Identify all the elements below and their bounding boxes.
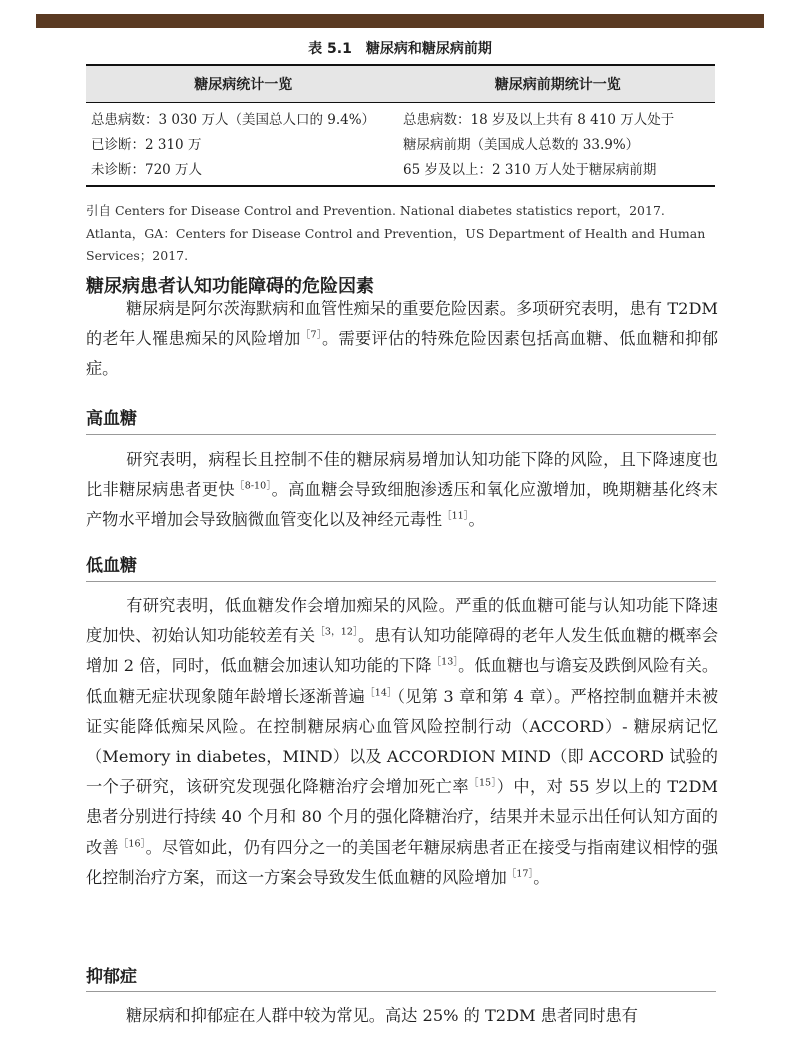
hyperglycemia-heading: 高血糖 [86,409,137,429]
table-line: 65 岁及以上：2 310 万人处于糖尿病前期 [403,162,657,178]
table-header-cell: 糖尿病统计一览 [194,77,293,93]
table-line: 已诊断：2 310 万 [91,137,202,153]
depression-heading: 抑郁症 [86,967,137,987]
hyperglycemia-paragraph: 研究表明，病程长且控制不佳的糖尿病易增加认知功能下降的风险，且下降速度也比非糖尿病患者更快$^{[8-10]}$。高血糖会导致细胞渗透压和氧化应激增加，晚期糖基化终末产物水平增加会导致脑微血管变化以及神经元毒性$^{[11]}$。 [86,450,718,530]
table-caption: 表 5.1 糖尿病和糖尿病前期 [308,41,492,57]
reference-mark: ［14］ [365,687,397,699]
table-line: 糖尿病前期（美国成人总数的 33.9%） [403,137,640,153]
table-header-row [86,66,715,102]
reference-mark: ［16］ [118,838,146,850]
heading-divider [86,991,716,992]
statistics-table [86,64,715,187]
top-border-bar [36,14,764,28]
section-paragraph: 糖尿病是阿尔茨海默病和血管性痴呆的重要危险因素。多项研究表明，患有 T2DM 的老年人罹患痴呆的风险增加$^{[7]}$。需要评估的特殊危险因素包括高血糖、低血糖和抑郁症。 [86,299,719,379]
hypoglycemia-paragraph: 有研究表明，低血糖发作会增加痴呆的风险。严重的低血糖可能与认知功能下降速度加快、初始认知功能较差有关$^{[3,12]}$。患有认知功能障碍的老年人发生低血糖的概率会增加 2 倍，同时，低血糖会加速认知功能的下降$^{[13]}$。低血糖也与谵妄及跌倒风险有关。低血糖无症状现象随年龄增长逐渐普遍$^{[14]}$（见第 3 章和第 4 章）。严格控制血糖并未被证实能降低痴呆风险。在控制糖尿病心血管风险控制行动（ACCORD）- 糖尿病记忆（Memory in diabetes，MIND）以及 ACCORDION MIND（即 ACCORD 试验的一个子研究，该研究发现强化降糖治疗会增加死亡率$^{[15]}$）中，对 55 岁以上的 T2DM 患者分别进行持续 40 个月和 80 个月的强化降糖治疗，结果并未显示出任何认知方面的改善$^{[16]}$。尽管如此，仍有四分之一的美国老年糖尿病患者正在接受与指南建议相悖的强化控制治疗方案，而这一方案会导致发生低血糖的风险增加$^{[17]}$。 [86,596,719,887]
reference-mark: ［17］ [506,868,534,880]
reference-mark: ［8-10］ [234,480,272,492]
table-citation: 引自 Centers for Disease Control and Prevention. National diabetes statistics report，2017. Atlanta，GA：Centers for Disease Control and Prevention，US Department of Health and Human Services；2017. [86,203,706,263]
reference-mark: ［13］ [431,657,459,669]
table-line: 未诊断：720 万人 [91,162,203,178]
table-cell-diabetes [86,108,403,185]
table-line: 总患病数：3 030 万人（美国总人口的 9.4%） [91,112,376,128]
hypoglycemia-heading: 低血糖 [86,556,137,576]
table-header-cell: 糖尿病前期统计一览 [494,77,621,93]
heading-divider [86,434,716,435]
table-body-row [86,103,715,185]
depression-paragraph: 糖尿病和抑郁症在人群中较为常见。高达 25% 的 T2DM 患者同时患有 [126,1006,638,1025]
table-line: 总患病数：18 岁及以上共有 8 410 万人处于 [403,112,675,128]
table-bottom-rule [86,185,715,187]
section-heading: 糖尿病患者认知功能障碍的危险因素 [86,276,374,297]
heading-divider [86,581,716,582]
reference-mark: ［15］ [468,777,497,789]
reference-mark: ［11］ [442,511,469,523]
reference-mark: ［3，12］ [315,626,359,638]
reference-mark: ［7］ [300,329,322,341]
table-cell-prediabetes [403,108,715,185]
